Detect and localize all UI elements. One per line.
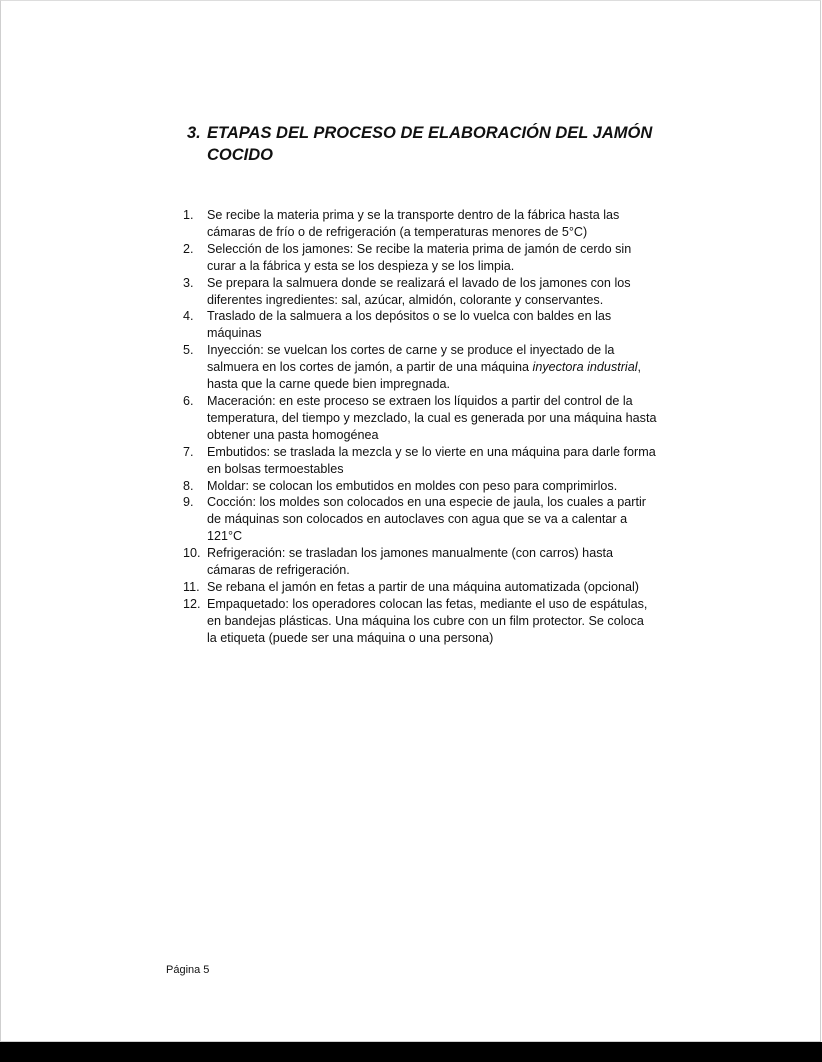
list-line (207, 207, 656, 224)
list-item (183, 596, 656, 647)
text-segment: hasta que la carne quede bien impregnada. (207, 377, 450, 392)
list-line (207, 613, 656, 630)
list-number: 4. (183, 309, 194, 324)
text-segment: Maceración: en este proceso se extraen los líquidos a partir del control de la (207, 393, 633, 408)
list-item (183, 444, 656, 478)
text-segment: Selección de los jamones: Se recibe la materia prima de jamón de cerdo sin (207, 241, 632, 256)
list-line (207, 545, 656, 562)
list-line (207, 376, 656, 393)
text-segment: Se rebana el jamón en fetas a partir de una máquina automatizada (opcional) (207, 579, 639, 594)
list-line (207, 579, 656, 596)
list-line (207, 325, 656, 342)
text-segment: cámaras de refrigeración. (207, 563, 350, 578)
list-line (207, 478, 656, 495)
list-line (207, 528, 656, 545)
list-line (207, 393, 656, 410)
list-item (183, 393, 656, 444)
list-line (207, 275, 656, 292)
list-line (207, 596, 656, 613)
text-segment: en bolsas termoestables (207, 461, 344, 476)
list-number: 10. (183, 546, 201, 561)
text-segment: temperatura, del tiempo y mezclado, la cual es generada por una máquina hasta (207, 410, 657, 425)
list-item (183, 342, 656, 393)
process-steps-list (183, 207, 656, 647)
text-segment: , (637, 360, 642, 375)
list-line (207, 444, 656, 461)
text-segment: máquinas (207, 326, 262, 341)
italic-text: inyectora industrial (532, 360, 638, 375)
list-number: 12. (183, 596, 201, 611)
list-number: 1. (183, 208, 194, 222)
list-number: 9. (183, 495, 194, 510)
text-segment: diferentes ingredientes: sal, azúcar, almidón, colorante y conservantes. (207, 292, 604, 307)
list-item (183, 478, 656, 495)
list-line (207, 427, 656, 444)
text-segment: la etiqueta (puede ser una máquina o una persona) (207, 630, 494, 645)
text-segment: Inyección: se vuelcan los cortes de carne y se produce el inyectado de la (207, 343, 615, 358)
list-item (183, 494, 656, 545)
list-item (183, 308, 656, 342)
page-number: Página 5 (166, 964, 210, 976)
text-segment: Se recibe la materia prima y se la transporte dentro de la fábrica hasta las (207, 208, 620, 222)
section-number: 3. (187, 124, 201, 142)
text-segment: en bandejas plásticas. Una máquina los cubre con un film protector. Se coloca (207, 613, 644, 628)
text-segment: cámaras de frío o de refrigeración (a temperaturas menores de 5°C) (207, 224, 588, 239)
list-line (207, 224, 656, 241)
text-segment: Empaquetado: los operadores colocan las fetas, mediante el uso de espátulas, (207, 596, 648, 611)
list-item (183, 275, 656, 309)
list-line (207, 461, 656, 478)
list-number: 6. (183, 393, 194, 408)
list-line (207, 511, 656, 528)
section-title-line: COCIDO (207, 146, 273, 164)
text-segment: curar a la fábrica y esta se los despieza y se los limpia. (207, 258, 515, 273)
list-line (207, 359, 656, 376)
list-line (207, 342, 656, 359)
list-line (207, 258, 656, 275)
section-title-line: ETAPAS DEL PROCESO DE ELABORACIÓN DEL JAMÓN (207, 124, 653, 142)
list-line (207, 308, 656, 325)
list-number: 11. (183, 579, 200, 594)
list-item (183, 545, 656, 579)
list-line (207, 410, 656, 427)
list-item (183, 579, 656, 596)
list-number: 3. (183, 275, 194, 290)
text-segment: 121°C (207, 529, 243, 544)
text-segment: salmuera en los cortes de jamón, a partir de una máquina (207, 360, 533, 375)
text-segment: Traslado de la salmuera a los depósitos o se lo vuelca con baldes en las (207, 309, 612, 324)
list-line (207, 241, 656, 258)
text-segment: de máquinas son colocados en autoclaves con agua que se va a calentar a (207, 512, 628, 527)
list-item (183, 241, 656, 275)
text-segment: obtener una pasta homogénea (207, 427, 379, 442)
list-item (183, 207, 656, 241)
text-segment: Moldar: se colocan los embutidos en moldes con peso para comprimirlos. (207, 478, 618, 493)
list-number: 8. (183, 478, 194, 493)
list-number: 7. (183, 444, 194, 459)
list-number: 2. (183, 241, 194, 256)
list-line (207, 292, 656, 309)
bottom-bar (0, 1042, 822, 1062)
list-line (207, 562, 656, 579)
list-number: 5. (183, 343, 194, 358)
text-segment: Embutidos: se traslada la mezcla y se lo vierte en una máquina para darle forma (207, 444, 656, 459)
list-line (207, 630, 656, 647)
text-segment: Refrigeración: se trasladan los jamones manualmente (con carros) hasta (207, 546, 613, 561)
list-line (207, 494, 656, 511)
text-segment: Cocción: los moldes son colocados en una especie de jaula, los cuales a partir (207, 495, 646, 510)
text-segment: Se prepara la salmuera donde se realizará el lavado de los jamones con los (207, 275, 631, 290)
